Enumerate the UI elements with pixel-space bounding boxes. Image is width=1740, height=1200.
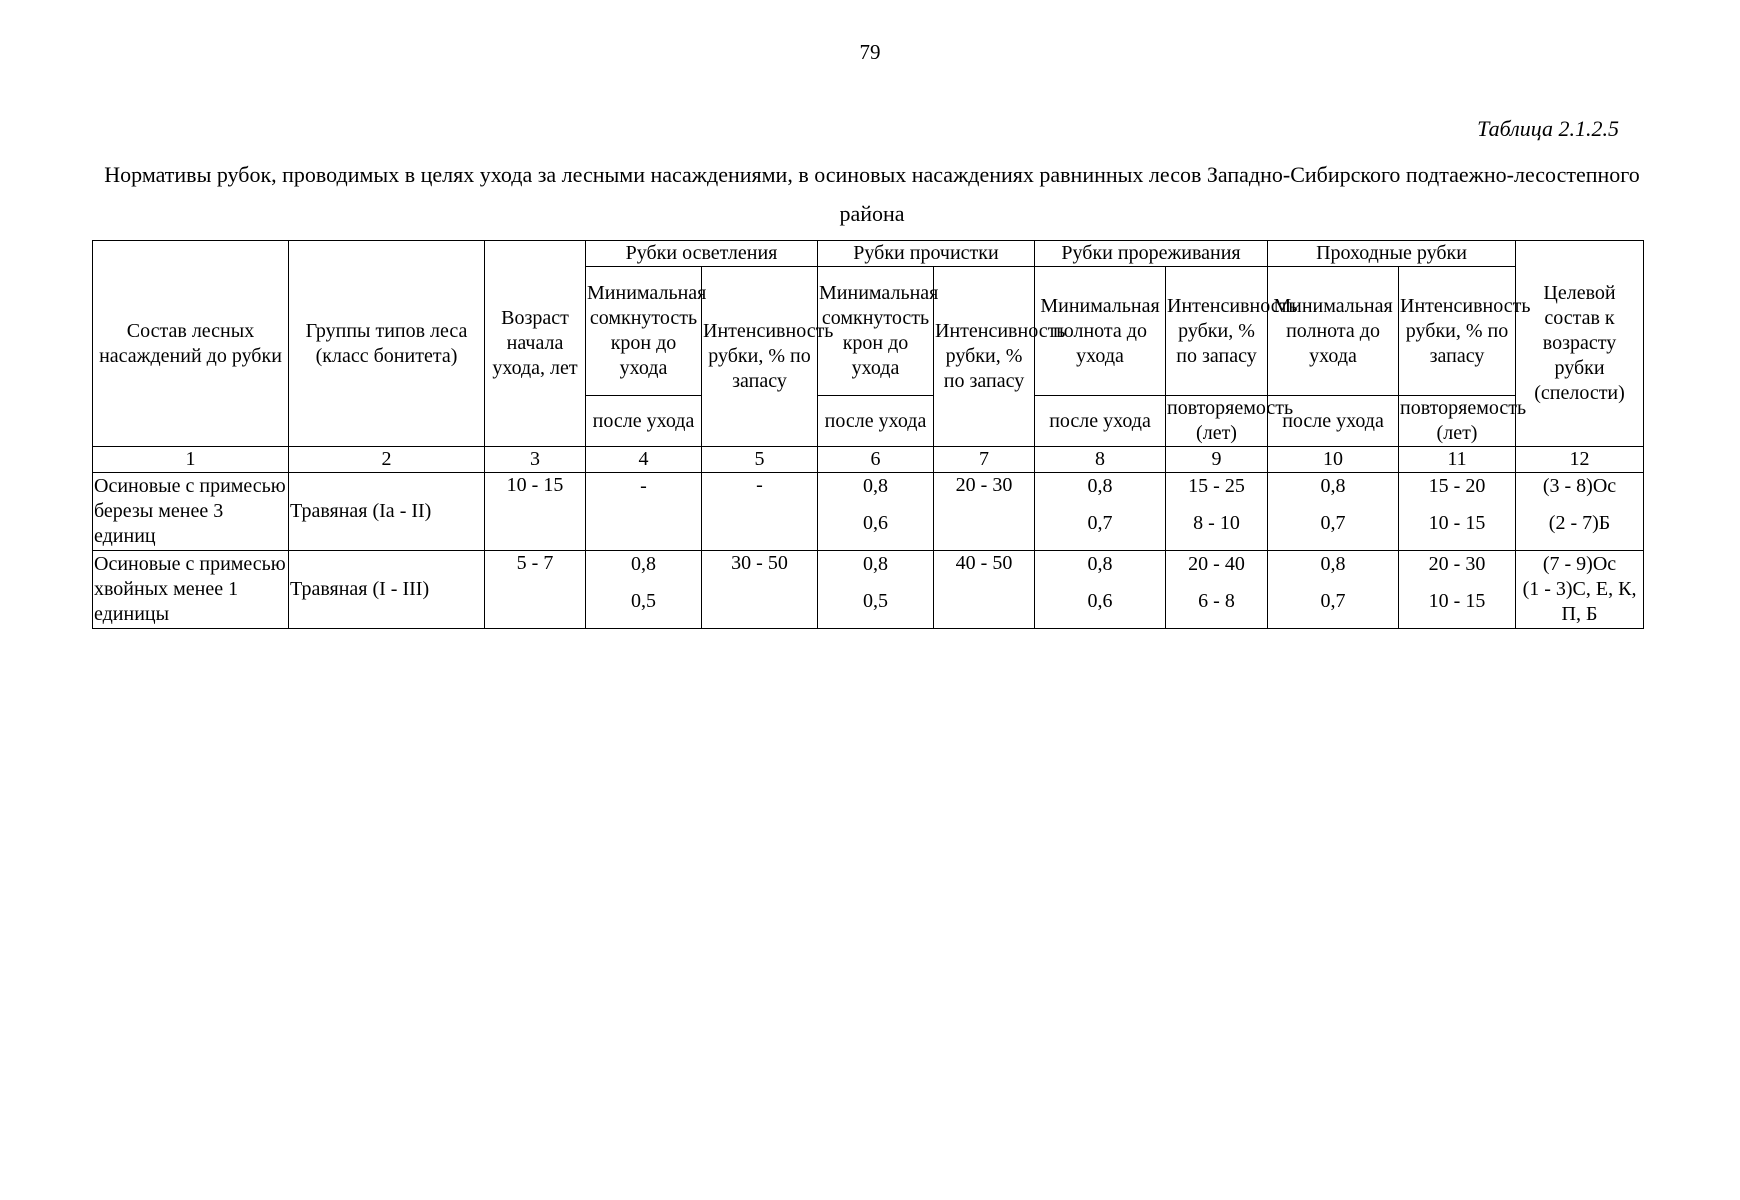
cell-c7: 20 - 30 (934, 473, 1035, 551)
table-row (93, 473, 1644, 551)
header-target-composition: Целевой состав к возрасту рубки (спелости) (1516, 241, 1644, 447)
cell-c4: - (586, 473, 702, 551)
table-row (93, 551, 1644, 629)
header-min-closure-4: Минимальная сомкнутость крон до ухода (586, 267, 702, 396)
header-after-care-8: после ухода (1035, 396, 1166, 447)
cell-c12: (3 - 8)Ос (2 - 7)Б (1516, 473, 1644, 551)
norms-table (92, 240, 1644, 629)
cell-age: 10 - 15 (485, 473, 586, 551)
col-number: 2 (289, 447, 485, 473)
cell-c6: 0,8 0,5 (818, 551, 934, 629)
col-number: 12 (1516, 447, 1644, 473)
column-number-row (93, 447, 1644, 473)
header-intensity-9: Интенсивность рубки, % по запасу (1166, 267, 1268, 396)
cell-c11: 15 - 20 10 - 15 (1399, 473, 1516, 551)
cell-age: 5 - 7 (485, 551, 586, 629)
header-min-closure-6: Минимальная сомкнутость крон до ухода (818, 267, 934, 396)
col-number: 5 (702, 447, 818, 473)
header-after-care-4: после ухода (586, 396, 702, 447)
col-number: 9 (1166, 447, 1268, 473)
col-number: 1 (93, 447, 289, 473)
header-after-care-10: после ухода (1268, 396, 1399, 447)
header-min-density-8: Минимальная полнота до ухода (1035, 267, 1166, 396)
cell-c5: - (702, 473, 818, 551)
header-group-prokhodnye: Проходные рубки (1268, 241, 1516, 267)
header-intensity-5: Интенсивность рубки, % по запасу (702, 267, 818, 447)
header-intensity-11: Интенсивность рубки, % по запасу (1399, 267, 1516, 396)
header-group-osvetleniya: Рубки осветления (586, 241, 818, 267)
header-composition: Состав лесных насаждений до рубки (93, 241, 289, 447)
cell-c9: 20 - 40 6 - 8 (1166, 551, 1268, 629)
table-caption: Таблица 2.1.2.5 (1477, 116, 1619, 141)
cell-c10: 0,8 0,7 (1268, 473, 1399, 551)
cell-c5: 30 - 50 (702, 551, 818, 629)
cell-composition: Осиновые с примесью хвойных менее 1 единицы (93, 551, 289, 629)
header-row-groups (93, 241, 1644, 267)
header-start-age: Возраст начала ухода, лет (485, 241, 586, 447)
header-forest-group: Группы типов леса (класс бонитета) (289, 241, 485, 447)
cell-c7: 40 - 50 (934, 551, 1035, 629)
header-repeat-9: повторяемость (лет) (1166, 396, 1268, 447)
col-number: 11 (1399, 447, 1516, 473)
cell-c8: 0,8 0,7 (1035, 473, 1166, 551)
col-number: 8 (1035, 447, 1166, 473)
cell-c9: 15 - 25 8 - 10 (1166, 473, 1268, 551)
page-number: 79 (859, 40, 881, 64)
header-min-density-10: Минимальная полнота до ухода (1268, 267, 1399, 396)
cell-forest-group: Травяная (Iа - II) (289, 473, 485, 551)
header-after-care-6: после ухода (818, 396, 934, 447)
header-group-prochistki: Рубки прочистки (818, 241, 1035, 267)
cell-c12: (7 - 9)Ос (1 - 3)С, Е, К, П, Б (1516, 551, 1644, 629)
header-intensity-7: Интенсивность рубки, % по запасу (934, 267, 1035, 447)
col-number: 6 (818, 447, 934, 473)
col-number: 4 (586, 447, 702, 473)
col-number: 10 (1268, 447, 1399, 473)
cell-c8: 0,8 0,6 (1035, 551, 1166, 629)
header-repeat-11: повторяемость (лет) (1399, 396, 1516, 447)
cell-c11: 20 - 30 10 - 15 (1399, 551, 1516, 629)
cell-forest-group: Травяная (I - III) (289, 551, 485, 629)
col-number: 3 (485, 447, 586, 473)
cell-c6: 0,8 0,6 (818, 473, 934, 551)
col-number: 7 (934, 447, 1035, 473)
cell-c10: 0,8 0,7 (1268, 551, 1399, 629)
table-title: Нормативы рубок, проводимых в целях ухода за лесными насаждениями, в осиновых насаждениях равнинных лесов Западно-Сибирского подтаежно-лесостепного района (104, 162, 1640, 226)
header-group-prorezhivaniya: Рубки прореживания (1035, 241, 1268, 267)
cell-c4: 0,8 0,5 (586, 551, 702, 629)
cell-composition: Осиновые с примесью березы менее 3 единиц (93, 473, 289, 551)
